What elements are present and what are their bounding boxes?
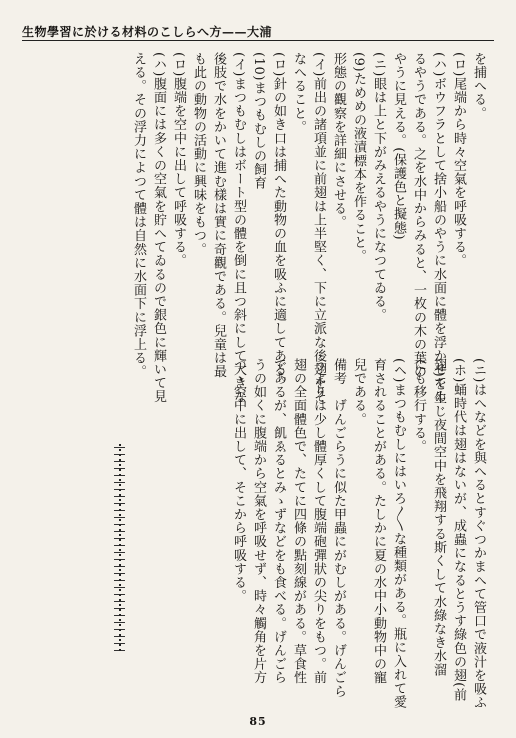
text-column: やうに見える。(保護色と擬態) — [391, 52, 406, 241]
text-column: (ニ)はへなどを與へるとすぐつかまへて管口で液汁を吸ふ — [471, 358, 486, 710]
text-column: (ヘ)まつもむしにはいろ〳〵な種類がある。瓶に入れて愛 — [391, 358, 406, 709]
text-column: 育されることがある。たしかに夏の水中小動物中の寵 — [371, 358, 386, 685]
text-column: (10)まつもむしの飼育 — [251, 52, 266, 190]
text-column: (ハ)ボウフラとして捨小船のやうに水面に體を浮かせてゐ — [431, 52, 446, 404]
text-column: える。その浮力によつて體は自然に水面下に浮上る。 — [131, 52, 146, 379]
text-column: 兒である。 — [351, 358, 366, 426]
lower-text-block — [228, 358, 488, 710]
text-column: (ホ)蛹時代は翅はないが、成蟲になるとうす綠色の翅(前 — [451, 358, 466, 702]
text-column: うよりは少し體厚くして腹端砲彈狀の尖りをもつ。前 — [311, 358, 326, 685]
text-column: にも移行する。 — [411, 358, 426, 454]
text-column: (ニ)眼は上と下がみえるやうになつてゐる。 — [371, 52, 386, 322]
text-column: 形態の觀察を詳細にさせる。 — [331, 52, 346, 229]
text-column: なへること。 — [291, 52, 306, 134]
text-column: 翅の全面體色で、たてに四條の點刻線がある。草食性 — [291, 358, 306, 685]
text-column: (ロ)尾端から時々空氣を呼吸する。 — [451, 52, 466, 268]
text-column: (ハ)腹面には多くの空氣を貯へてゐるので銀色に輝いて見 — [151, 52, 166, 404]
text-column: を捕へる。 — [471, 52, 486, 120]
header-rule — [22, 40, 494, 41]
text-column: (ロ)腹端を空中に出して呼吸する。 — [171, 52, 186, 268]
text-column: であるが、飢ゑるとみゝずなどをも食べる。げんごら — [271, 358, 286, 685]
text-column: 備考 げんごらうに似た甲蟲にがむしがある。げんごら — [331, 358, 346, 698]
page-number: 85 — [249, 715, 267, 728]
text-column: うの如くに腹端から空氣を呼吸せず、時々觸角を片方 — [251, 358, 266, 685]
section-divider-wavy-line — [114, 444, 125, 654]
text-column: (イ)前出の諸項並に前翅は上半堅く、下に立派な後翅をそ — [311, 52, 326, 404]
text-column: 後肢で水をかいて進む樣は實に奇觀である。兒童は最 — [211, 52, 226, 379]
text-column: (9)ためめの液漬標本を作ること。 — [351, 52, 366, 263]
text-column: (ロ)針の如き口は捕へた動物の血を吸ふに適してある。 — [271, 52, 286, 390]
text-column: も此の動物の活動に興味をもつ。 — [191, 52, 206, 256]
text-column: (イ)まつもむしはボート型の體を倒に且つ斜にして大きな — [231, 52, 246, 404]
running-header: 生物學習に於ける材料のこしらへ方——大浦 — [22, 25, 273, 39]
text-column: づゝ空中に出して、そこから呼吸する。 — [231, 358, 246, 603]
text-column: るやうである。之を水中からみると、一枚の木の葉の — [411, 52, 426, 379]
text-column: 翅)を生じ夜間空中を飛翔する斯くして水綠なき水溜 — [431, 358, 446, 677]
